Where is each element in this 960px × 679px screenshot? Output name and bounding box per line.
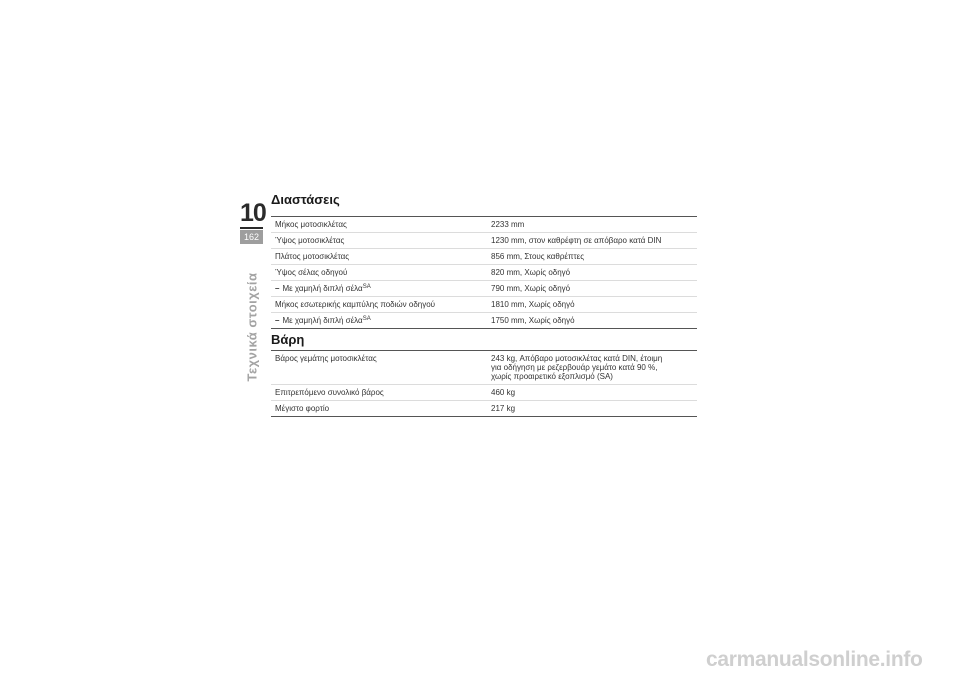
sa-superscript: SA: [362, 284, 371, 290]
table-row: [271, 281, 697, 297]
spec-label: – Με χαμηλή διπλή σέλα$^{SA}$: [271, 281, 487, 297]
table-row: [271, 249, 697, 265]
spec-value: 820 mm, Χωρίς οδηγό: [487, 265, 697, 281]
table-row: [271, 265, 697, 281]
chapter-tab: [240, 199, 266, 244]
spec-label: Ύψος σέλας οδηγού: [271, 265, 487, 281]
spec-value: [487, 351, 697, 385]
spec-label: Μήκος εσωτερικής καμπύλης ποδιών οδηγού: [271, 297, 487, 313]
sub-item-dash: –: [275, 316, 280, 325]
site-watermark: carmanualsonline.info: [706, 648, 923, 671]
table-row: [271, 351, 697, 385]
spec-value: 790 mm, Χωρίς οδηγό: [487, 281, 697, 297]
chapter-side-label: Τεχνικά στοιχεία: [244, 272, 260, 382]
section-title-dimensions: Διαστάσεις: [271, 192, 340, 207]
section-title-weights: Βάρη: [271, 332, 305, 347]
weights-table: [271, 350, 697, 417]
table-row: [271, 385, 697, 401]
table-row: [271, 313, 697, 329]
spec-value-line: χωρίς προαιρετικό εξοπλισμό (SA): [491, 372, 613, 381]
sa-superscript: SA: [362, 316, 371, 322]
spec-label: Ύψος μοτοσικλέτας: [271, 233, 487, 249]
spec-label: Μήκος μοτοσικλέτας: [271, 217, 487, 233]
page-number: 162: [240, 230, 263, 244]
table-row: [271, 297, 697, 313]
dimensions-table: [271, 216, 697, 329]
spec-value: 1230 mm, στον καθρέφτη σε απόβαρο κατά DIN: [487, 233, 697, 249]
spec-value: 1750 mm, Χωρίς οδηγό: [487, 313, 697, 329]
table-row: [271, 217, 697, 233]
table-row: [271, 401, 697, 417]
sub-item-dash: –: [275, 284, 280, 293]
spec-label: Βάρος γεμάτης μοτοσικλέτας: [271, 351, 487, 385]
chapter-divider: [240, 227, 263, 229]
spec-label: – Με χαμηλή διπλή σέλα$^{SA}$: [271, 313, 487, 329]
spec-label: Επιτρεπόμενο συνολικό βάρος: [271, 385, 487, 401]
spec-label: Μέγιστο φορτίο: [271, 401, 487, 417]
spec-value: 460 kg: [487, 385, 697, 401]
spec-value-line: 243 kg, Απόβαρο μοτοσικλέτας κατά DIN, έτοιμη: [491, 354, 663, 363]
table-row: [271, 233, 697, 249]
spec-value-line: για οδήγηση με ρεζερβουάρ γεμάτο κατά 90 %,: [491, 363, 658, 372]
chapter-number: 10: [240, 199, 266, 227]
spec-label: Πλάτος μοτοσικλέτας: [271, 249, 487, 265]
spec-value: 1810 mm, Χωρίς οδηγό: [487, 297, 697, 313]
spec-value: 217 kg: [487, 401, 697, 417]
spec-value: 856 mm, Στους καθρέπτες: [487, 249, 697, 265]
spec-value: 2233 mm: [487, 217, 697, 233]
